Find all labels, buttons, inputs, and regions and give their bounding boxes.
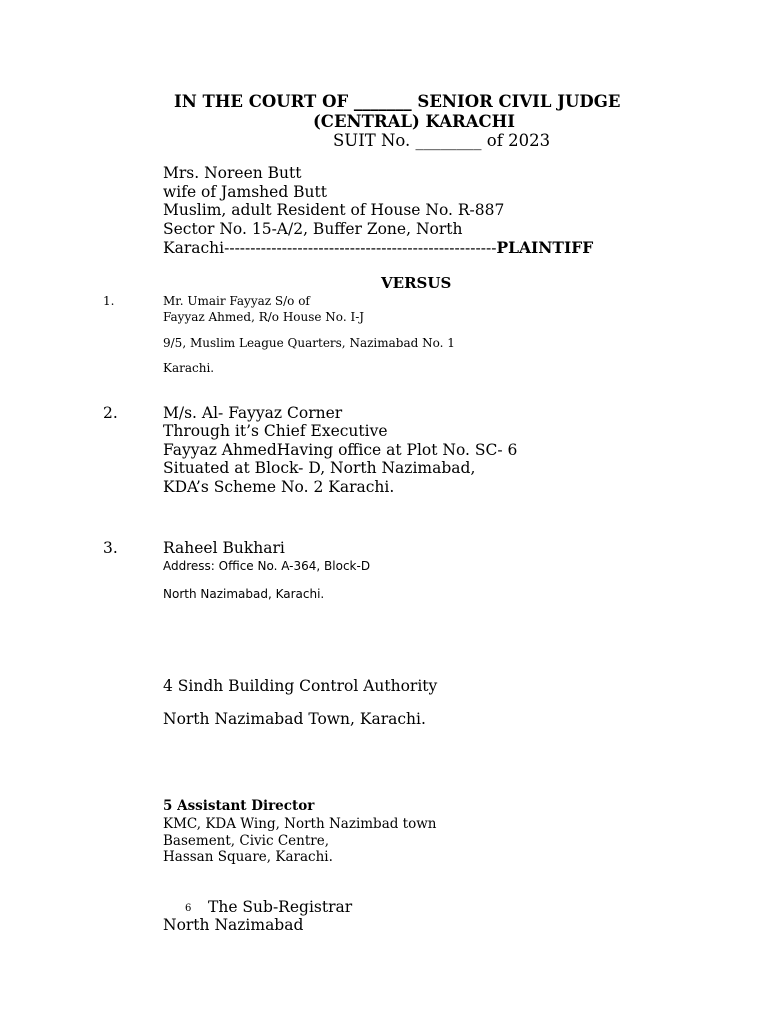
defendant-line: North Nazimabad xyxy=(163,916,304,934)
plaintiff-line: Sector No. 15-A/2, Buffer Zone, North xyxy=(163,220,463,238)
court-location: (CENTRAL) KARACHI xyxy=(313,112,515,131)
plaintiff-name: Mrs. Noreen Butt xyxy=(163,164,302,182)
suit-number: SUIT No. ________ of 2023 xyxy=(333,131,551,150)
defendant-number: 3. xyxy=(103,539,118,557)
defendant-number: 6 xyxy=(185,903,192,914)
defendant-name: M/s. Al- Fayyaz Corner xyxy=(163,404,343,422)
defendant-line: KDA’s Scheme No. 2 Karachi. xyxy=(163,478,395,496)
defendant-line: Situated at Block- D, North Nazimabad, xyxy=(163,459,476,477)
plaintiff-line: wife of Jamshed Butt xyxy=(163,183,327,201)
defendant-line: Fayyaz AhmedHaving office at Plot No. SC- 6 xyxy=(163,441,518,459)
versus-heading: VERSUS xyxy=(381,274,452,292)
defendant-name: 5 Assistant Director xyxy=(163,798,315,814)
court-heading: IN THE COURT OF _______ SENIOR CIVIL JUDGE xyxy=(174,92,621,111)
plaintiff-line: Muslim, adult Resident of House No. R-887 xyxy=(163,201,505,219)
defendant-number: 2. xyxy=(103,404,118,422)
defendant-line: North Nazimabad, Karachi. xyxy=(163,587,325,601)
defendant-line: Fayyaz Ahmed, R/o House No. I-J xyxy=(163,310,365,324)
defendant-line: Hassan Square, Karachi. xyxy=(163,849,333,865)
defendant-name: Raheel Bukhari xyxy=(163,539,285,557)
defendant-name: The Sub-Registrar xyxy=(208,898,353,916)
defendant-line: Address: Office No. A-364, Block-D xyxy=(163,559,371,573)
defendant-name: Mr. Umair Fayyaz S/o of xyxy=(163,294,310,308)
defendant-line: Basement, Civic Centre, xyxy=(163,833,329,849)
defendant-line: Karachi. xyxy=(163,361,215,375)
plaintiff-address-end: Karachi---------------------------------------------------- xyxy=(163,239,497,257)
plaintiff-line xyxy=(163,238,593,257)
defendant-line: North Nazimabad Town, Karachi. xyxy=(163,710,426,728)
defendant-line: KMC, KDA Wing, North Nazimbad town xyxy=(163,816,437,832)
defendant-line: 9/5, Muslim League Quarters, Nazimabad No. 1 xyxy=(163,336,455,350)
defendant-number: 1. xyxy=(103,294,115,308)
defendant-line: Through it’s Chief Executive xyxy=(163,422,388,440)
plaintiff-label: PLAINTIFF xyxy=(496,238,594,257)
defendant-name: 4 Sindh Building Control Authority xyxy=(163,677,438,695)
